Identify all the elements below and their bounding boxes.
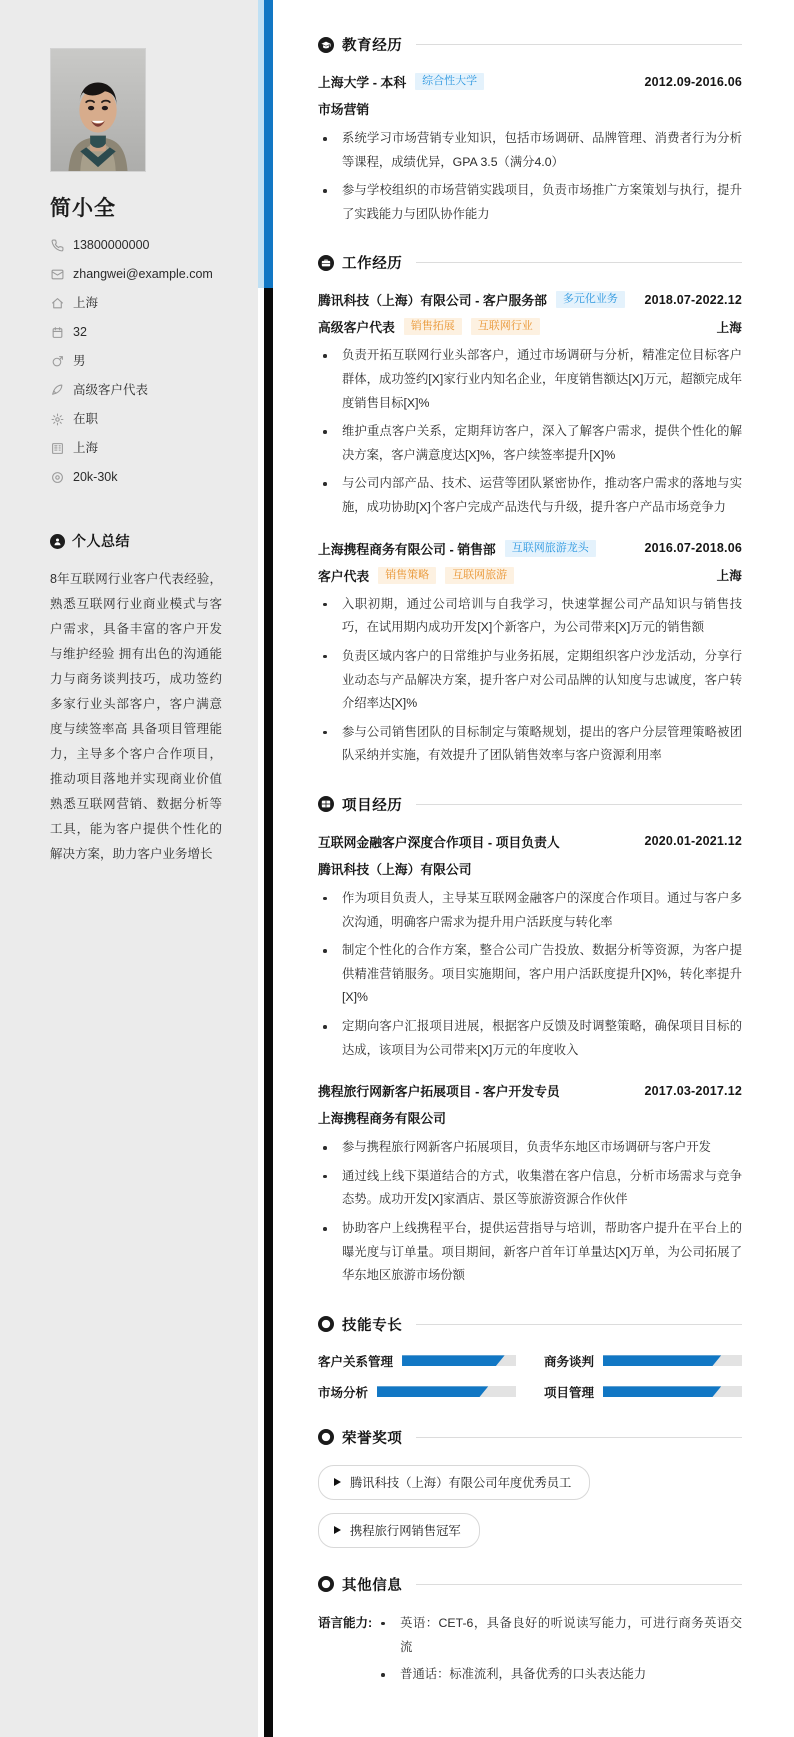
skill-bar-fill: [377, 1386, 488, 1397]
project-grid-icon: [318, 796, 334, 812]
personal-summary-text: 8年互联网行业客户代表经验，熟悉互联网行业商业模式与客户需求，具备丰富的客户开发与维护经验 拥有出色的沟通能力与商务谈判技巧，成功签约多家行业头部客户，客户满意度与续签率高 具备项目管理能力，主导多个客户合作项目，推动项目落地并实现商业价值 熟悉互联网营销、数据分析等工具，能为客户提供个性化的解决方案，助力客户业务增长: [50, 572, 222, 861]
skill-item: [318, 1383, 516, 1401]
honor-list: [318, 1465, 742, 1548]
section-header-education: [318, 34, 742, 55]
list-item: 参与学校组织的市场营销实践项目，负责市场推广方案策划与执行，提升了实践能力与团队协作能力: [320, 179, 742, 226]
section-divider: [416, 262, 742, 263]
contact-value: 32: [73, 325, 87, 339]
company-tag: 互联网旅游龙头: [505, 540, 596, 557]
project-entry: [318, 1081, 742, 1288]
work-date: 2016.07-2018.06: [644, 541, 742, 556]
contact-work-city: [50, 441, 230, 456]
work-date: 2018.07-2022.12: [644, 292, 742, 307]
language-ability-label: 语言能力:: [318, 1615, 373, 1630]
skill-bar-track: [603, 1386, 742, 1397]
skill-name: 项目管理: [544, 1385, 595, 1400]
rocket-icon: [50, 384, 64, 398]
contact-status: [50, 412, 230, 427]
section-title: 项目经历: [342, 797, 403, 814]
work-location: 上海: [716, 569, 742, 584]
section-title: 教育经历: [342, 38, 403, 54]
section-title: 其他信息: [342, 1577, 403, 1594]
photo-container: [28, 48, 230, 172]
list-item: 定期向客户汇报项目进展，根据客户反馈及时调整策略，确保项目目标的达成，该项目为公司带来[X]万元的年度收入: [320, 1015, 742, 1062]
skill-medal-icon: [318, 1316, 334, 1332]
contact-value: zhangwei@example.com: [73, 267, 213, 281]
personal-summary-section: [50, 531, 230, 867]
contact-position: [50, 383, 230, 398]
skill-bar-fill: [402, 1355, 505, 1366]
skill-name: 商务谈判: [544, 1354, 595, 1369]
building-icon: [50, 442, 64, 456]
play-triangle-icon: [334, 1526, 341, 1534]
list-item: 负责区域内客户的日常维护与业务拓展，定期组织客户沙龙活动，分享行业动态与产品解决方案，提升客户对公司品牌的认知度与忠诚度，客户转介绍率达[X]%: [320, 645, 742, 716]
section-header-work: [318, 252, 742, 273]
trophy-icon: [318, 1429, 334, 1445]
accent-bar-column: [258, 0, 280, 1737]
skill-item: [544, 1383, 742, 1401]
contact-email: [50, 267, 230, 282]
graduation-cap-icon: [318, 37, 334, 53]
info-circle-icon: [318, 1576, 334, 1592]
contact-value: 在职: [73, 412, 99, 426]
personal-summary-title: 个人总结: [72, 533, 130, 549]
home-icon: [50, 297, 64, 311]
education-entry-headline: [318, 72, 742, 91]
skill-bar-fill: [603, 1355, 721, 1366]
envelope-icon: [50, 268, 64, 282]
contact-value: 20k-30k: [73, 470, 118, 484]
language-list: [378, 1612, 742, 1687]
list-item: 通过线上线下渠道结合的方式，收集潜在客户信息，分析市场需求与竞争态势。成功开发[X]家酒店、景区等旅游资源合作伙伴: [320, 1165, 742, 1212]
section-divider: [416, 1324, 742, 1325]
contact-location: [50, 296, 230, 311]
section-education: [318, 34, 742, 226]
section-projects: [318, 794, 742, 1288]
project-entry-headline: [318, 1081, 742, 1100]
work-entry: [318, 290, 742, 519]
skill-bar-fill: [603, 1386, 721, 1397]
project-name: 携程旅行网新客户拓展项目 - 客户开发专员: [318, 1084, 560, 1100]
education-bullets: [320, 127, 742, 226]
money-icon: [50, 471, 64, 485]
list-item: 协助客户上线携程平台，提供运营指导与培训，帮助客户提升在平台上的曝光度与订单量。项目期间，新客户首年订单量达[X]万单，为公司拓展了华东地区旅游市场份额: [320, 1217, 742, 1288]
skill-item: [544, 1352, 742, 1370]
work-entry-headline: [318, 290, 742, 309]
major-name: 市场营销: [318, 102, 370, 117]
contact-salary: [50, 470, 230, 485]
school-tag: 综合性大学: [415, 73, 484, 90]
contact-gender: [50, 354, 230, 369]
company-name: 腾讯科技（上海）有限公司 - 客户服务部: [318, 293, 547, 309]
section-title: 技能专长: [342, 1317, 403, 1334]
section-header-other-info: [318, 1574, 742, 1595]
section-divider: [416, 44, 742, 45]
contact-phone: [50, 238, 230, 253]
contact-age: [50, 325, 230, 340]
person-name: 简小全: [50, 197, 116, 220]
honor-chip[interactable]: [318, 1513, 480, 1548]
language-ability-row: [318, 1612, 742, 1691]
project-bullets: [320, 887, 742, 1062]
skill-item: [318, 1352, 516, 1370]
list-item: 入职初期，通过公司培训与自我学习，快速掌握公司产品知识与销售技巧，在试用期内成功开发[X]个新客户，为公司带来[X]万元的销售额: [320, 593, 742, 640]
section-title: 荣誉奖项: [342, 1430, 403, 1447]
job-role: 高级客户代表: [318, 320, 395, 336]
role-tag: 销售拓展: [404, 318, 462, 335]
section-header-honors: [318, 1427, 742, 1448]
list-item: 维护重点客户关系，定期拜访客户，深入了解客户需求，提供个性化的解决方案，客户满意度达[X]%，客户续签率提升[X]%: [320, 420, 742, 467]
honor-label: 腾讯科技（上海）有限公司年度优秀员工: [350, 1475, 572, 1490]
skill-bar-track: [603, 1355, 742, 1366]
work-entry-headline: [318, 539, 742, 558]
job-role: 客户代表: [318, 568, 370, 584]
work-role-line: [318, 317, 742, 336]
section-header-projects: [318, 794, 742, 815]
user-circle-icon: [50, 534, 65, 549]
list-item: 普通话：标准流利，具备优秀的口头表达能力: [378, 1663, 742, 1687]
contact-value: 上海: [73, 296, 99, 310]
work-bullets: [320, 344, 742, 519]
education-date: 2012.09-2016.06: [644, 74, 742, 89]
list-item: 作为项目负责人，主导某互联网金融客户的深度合作项目。通过与客户多次沟通，明确客户需求为提升用户活跃度与转化率: [320, 887, 742, 934]
project-entry: [318, 832, 742, 1062]
briefcase-icon: [318, 255, 334, 271]
section-divider: [416, 1437, 742, 1438]
language-ability-body: [376, 1612, 742, 1691]
section-honors: [318, 1427, 742, 1548]
phone-icon: [50, 239, 64, 253]
role-tag: 互联网旅游: [445, 567, 514, 584]
section-divider: [416, 1584, 742, 1585]
role-tag: 销售策略: [378, 567, 436, 584]
personal-summary-header: [50, 531, 230, 551]
project-name: 互联网金融客户深度合作项目 - 项目负责人: [318, 834, 560, 850]
project-company: 上海携程商务有限公司: [318, 1111, 446, 1127]
calendar-icon: [50, 326, 64, 340]
role-tag: 互联网行业: [471, 318, 540, 335]
list-item: 参与携程旅行网新客户拓展项目，负责华东地区市场调研与客户开发: [320, 1136, 742, 1160]
school-name: 上海大学 - 本科: [318, 75, 407, 90]
contact-list: [50, 238, 230, 485]
list-item: 英语：CET-6，具备良好的听说读写能力，可进行商务英语交流: [378, 1612, 742, 1659]
skill-grid: [318, 1352, 742, 1401]
main-content: [258, 0, 794, 1737]
skill-bar-track: [377, 1386, 516, 1397]
accent-bar-dark: [264, 288, 273, 1737]
honor-chip[interactable]: [318, 1465, 590, 1500]
skill-bar-track: [402, 1355, 516, 1366]
section-work: [318, 252, 742, 768]
contact-value: 男: [73, 354, 86, 368]
work-bullets: [320, 593, 742, 768]
contact-value: 上海: [73, 441, 99, 455]
accent-bar-blue: [264, 0, 273, 288]
section-divider: [416, 804, 742, 805]
work-location: 上海: [716, 320, 742, 335]
section-skills: [318, 1314, 742, 1401]
list-item: 负责开拓互联网行业头部客户，通过市场调研与分析，精准定位目标客户群体，成功签约[X]家行业内知名企业，年度销售额达[X]万元，超额完成年度销售目标[X]%: [320, 344, 742, 415]
skill-name: 市场分析: [318, 1385, 369, 1400]
gender-icon: [50, 355, 64, 369]
contact-value: 高级客户代表: [73, 383, 149, 397]
work-entry: [318, 539, 742, 768]
section-header-skills: [318, 1314, 742, 1335]
list-item: 系统学习市场营销专业知识，包括市场调研、品牌管理、消费者行为分析等课程，成绩优异，GPA 3.5（满分4.0）: [320, 127, 742, 174]
project-company: 腾讯科技（上海）有限公司: [318, 861, 472, 877]
project-entry-headline: [318, 832, 742, 851]
section-title: 工作经历: [342, 256, 403, 273]
skill-name: 客户关系管理: [318, 1354, 394, 1369]
work-role-line: [318, 566, 742, 585]
list-item: 制定个性化的合作方案，整合公司广告投放、数据分析等资源，为客户提供精准营销服务。项目实施期间，客户用户活跃度提升[X]%，转化率提升[X]%: [320, 939, 742, 1010]
project-date: 2017.03-2017.12: [644, 1083, 742, 1098]
section-other-info: [318, 1574, 742, 1691]
avatar: [50, 48, 146, 172]
education-entry: [318, 72, 742, 226]
contact-value: 13800000000: [73, 238, 150, 252]
company-tag: 多元化业务: [556, 291, 625, 308]
gear-icon: [50, 413, 64, 427]
project-date: 2020.01-2021.12: [644, 834, 742, 849]
project-bullets: [320, 1136, 742, 1288]
company-name: 上海携程商务有限公司 - 销售部: [318, 541, 496, 557]
play-triangle-icon: [334, 1478, 341, 1486]
list-item: 与公司内部产品、技术、运营等团队紧密协作，推动客户需求的落地与实施，成功协助[X]个客户完成产品迭代与升级，提升客户产品市场竞争力: [320, 472, 742, 519]
honor-label: 携程旅行网销售冠军: [350, 1523, 461, 1538]
list-item: 参与公司销售团队的目标制定与策略规划，提出的客户分层管理策略被团队采纳并实施，有效提升了团队销售效率与客户资源利用率: [320, 721, 742, 768]
sidebar: [0, 0, 258, 1737]
